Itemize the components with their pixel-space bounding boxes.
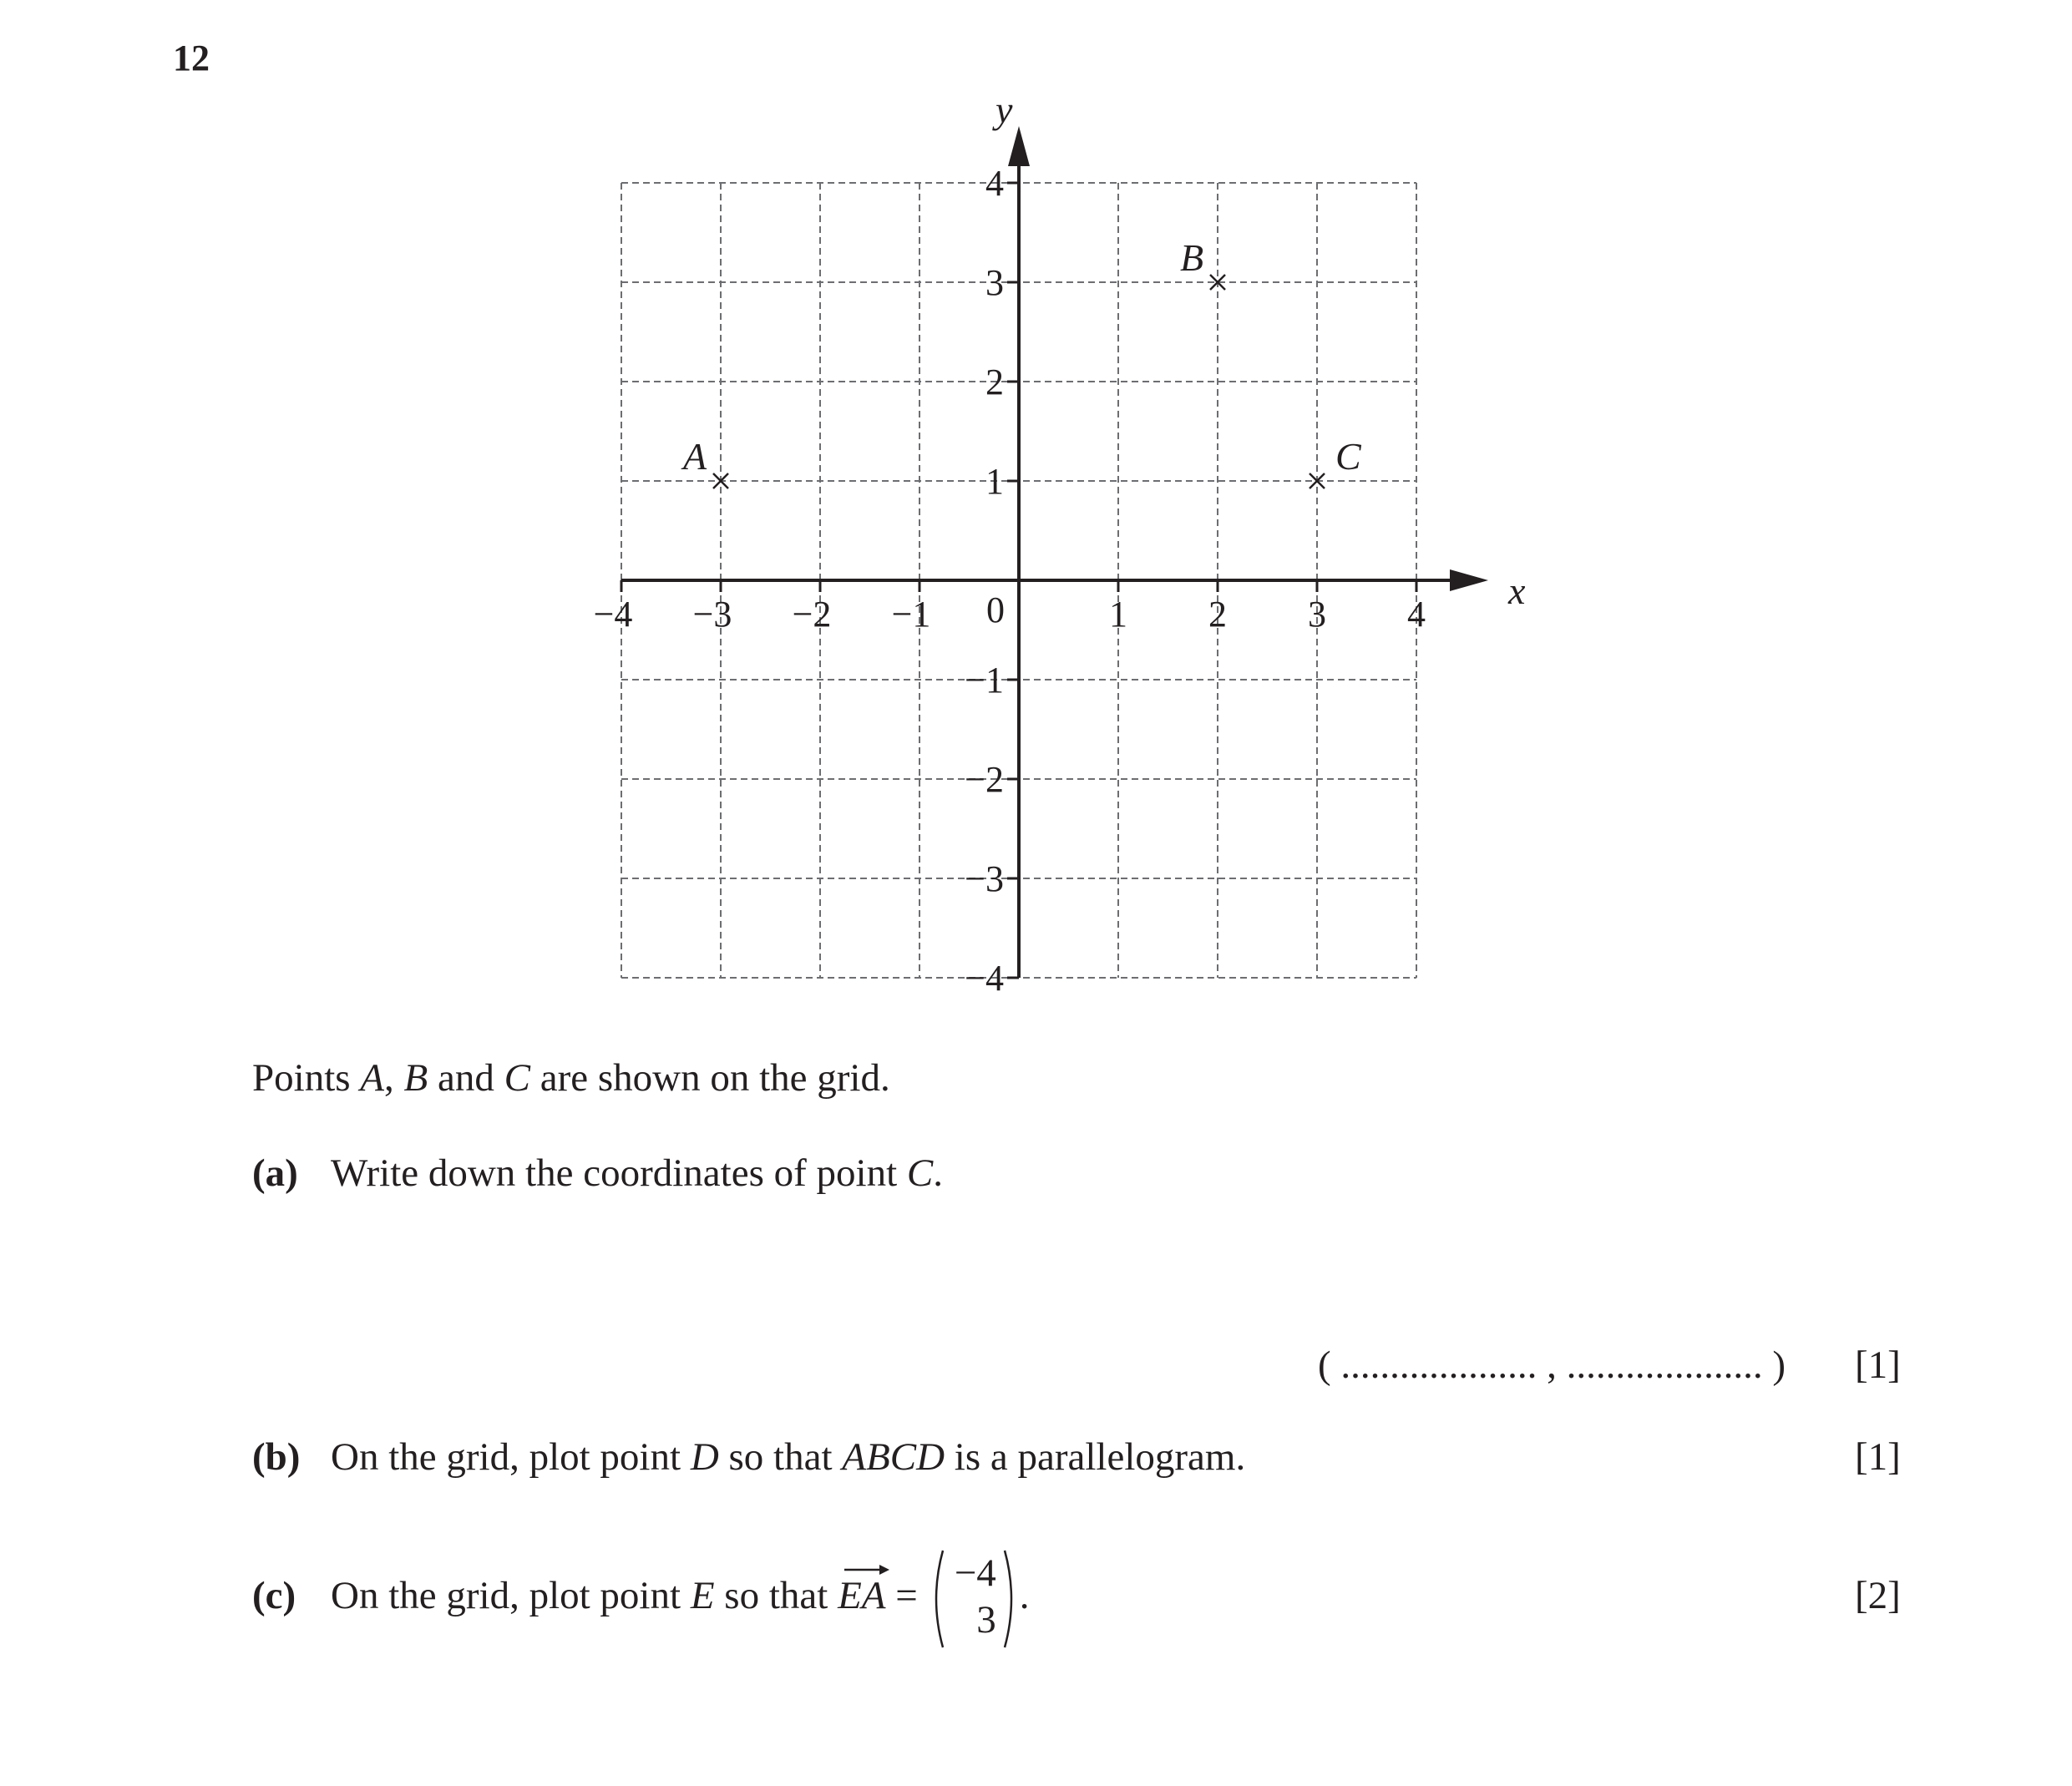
point-label: C: [1335, 435, 1361, 478]
part-a-answer-line[interactable]: ( .................... , .................... ): [1318, 1343, 1786, 1387]
x-tick-label: 2: [1208, 594, 1227, 635]
x-tick-label: −1: [891, 594, 931, 635]
x-tick-label: −2: [792, 594, 832, 635]
y-axis-arrow-icon: [1008, 126, 1030, 166]
part-a-label: (a): [252, 1151, 298, 1195]
x-tick-label: 4: [1407, 594, 1426, 635]
y-tick-label: 3: [985, 262, 1004, 303]
origin-label: 0: [986, 589, 1005, 630]
vector-ea: EA: [838, 1576, 885, 1616]
x-tick-label: −4: [593, 594, 633, 635]
part-c-question: (c) On the grid, plot point E so that EA = −4 3 .: [252, 1549, 1030, 1649]
y-axis-label: y: [995, 89, 1013, 131]
x-tick-label: 1: [1109, 594, 1127, 635]
part-c-marks: [2]: [1855, 1574, 1901, 1617]
x-tick-label: −3: [692, 594, 732, 635]
part-c-label: (c): [252, 1573, 296, 1617]
y-tick-label: 4: [985, 163, 1004, 204]
x-axis-arrow-icon: [1450, 569, 1488, 591]
part-b-marks: [1]: [1855, 1435, 1901, 1479]
vector-top-value: −4: [954, 1551, 996, 1595]
y-tick-label: 1: [985, 461, 1004, 502]
part-a-marks: [1]: [1855, 1343, 1901, 1387]
intro-text: Points A, B and C are shown on the grid.: [252, 1056, 890, 1100]
vector-bottom-value: 3: [976, 1598, 996, 1642]
point-label: B: [1180, 236, 1204, 279]
y-tick-label: 2: [985, 362, 1004, 402]
y-tick-label: −2: [965, 759, 1004, 800]
point-label: A: [683, 435, 707, 478]
vector-arrow-icon: [843, 1560, 891, 1576]
question-number: 12: [173, 38, 210, 78]
part-a-question: (a) Write down the coordinates of point C.: [252, 1151, 943, 1195]
y-tick-label: −4: [965, 958, 1004, 999]
y-tick-label: −3: [965, 858, 1004, 899]
x-tick-label: 3: [1308, 594, 1326, 635]
part-b-label: (b): [252, 1435, 301, 1479]
part-b-question: (b) On the grid, plot point D so that ABCD is a parallelogram.: [252, 1435, 1246, 1479]
x-axis-label: x: [1508, 569, 1526, 612]
column-vector: [928, 1549, 1020, 1649]
y-tick-label: −1: [965, 660, 1004, 701]
